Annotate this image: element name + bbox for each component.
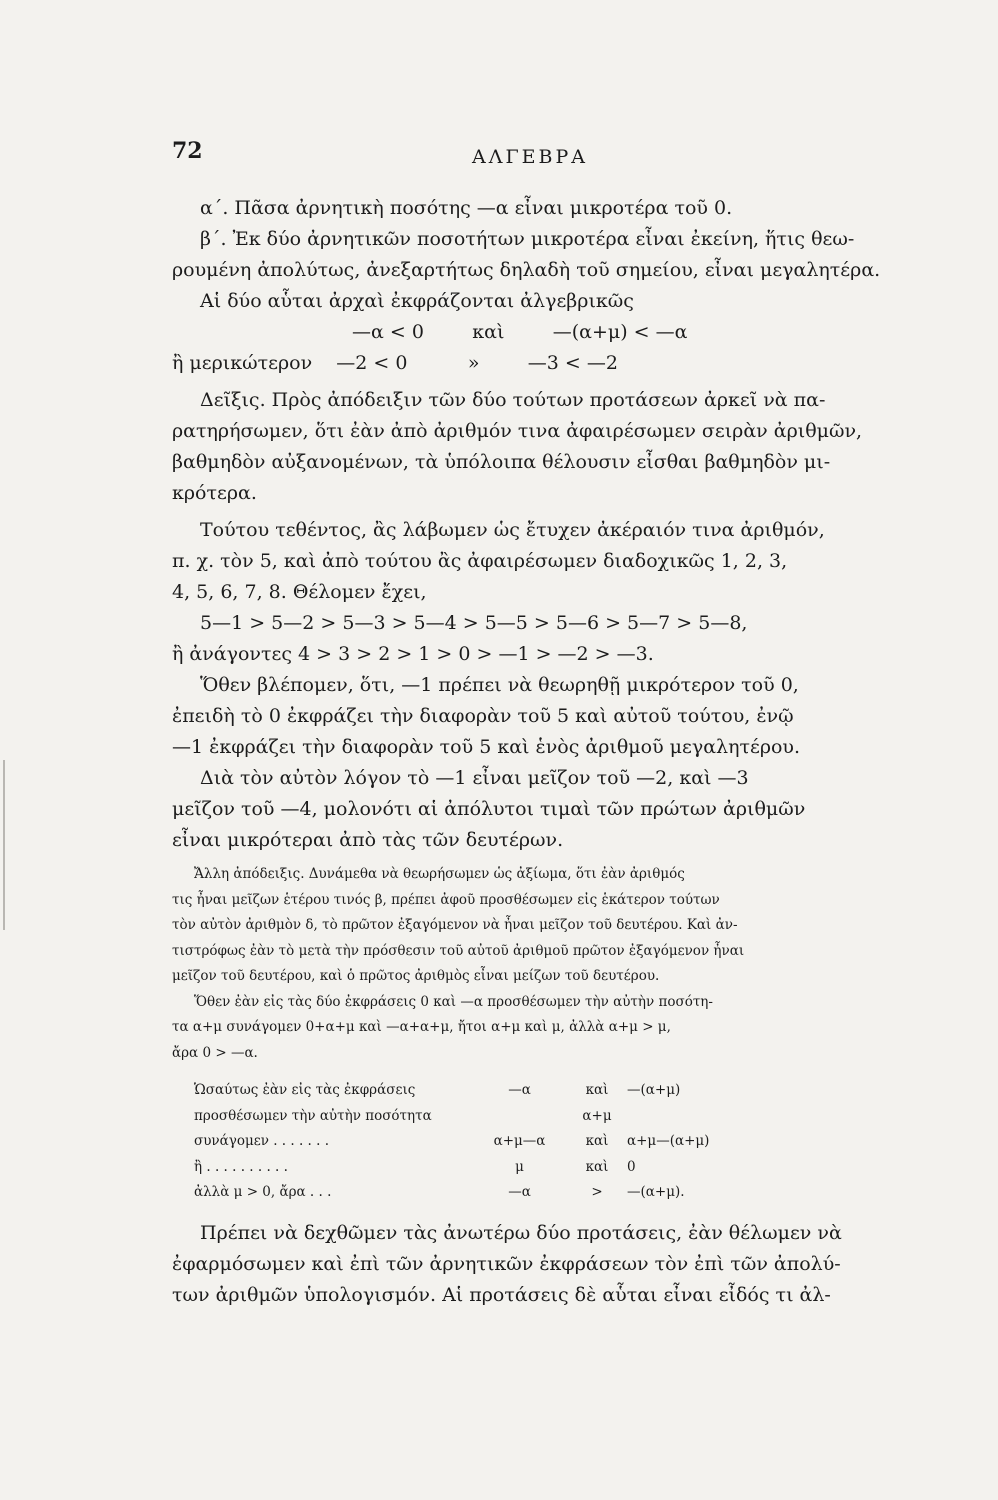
derivation-row [172, 1155, 912, 1181]
text-line: 4, 5, 6, 7, 8. Θέλομεν ἔχει, [172, 581, 427, 603]
inequality-chain: 5—1 > 5—2 > 5—3 > 5—4 > 5—5 > 5—6 > 5—7 > 5—8, [200, 612, 748, 634]
text-line: β΄. Ἐκ δύο ἀρνητικῶν ποσοτήτων μικροτέρα εἶναι ἐκείνη, ἥτις θεω- [200, 228, 855, 250]
page-header [172, 138, 912, 178]
text-line: εἶναι μικρότεραι ἀπὸ τὰς τῶν δευτέρων. [172, 829, 564, 851]
row-label: Ὡσαύτως ἐὰν εἰς τὰς ἐκφράσεις [194, 1082, 416, 1098]
text-line: ρουμένη ἀπολύτως, ἀνεξαρτήτως δηλαδὴ τοῦ σημείου, εἶναι μεγαλητέρα. [172, 259, 881, 281]
text-line: Δεῖξις. Πρὸς ἀπόδειξιν τῶν δύο τούτων προτάσεων ἀρκεῖ νὰ πα- [200, 389, 826, 411]
derivation-row [172, 1129, 912, 1155]
row-mid: α+μ [582, 1107, 612, 1124]
row-label: ἀλλὰ μ > 0, ἄρα . . . [194, 1184, 332, 1200]
note-line: τὸν αὐτὸν ἀριθμὸν δ, τὸ πρῶτον ἐξαγόμενον νὰ ἦναι μεῖζον τοῦ δευτέρου. Καὶ ἀν- [172, 917, 738, 933]
row-right: 0 [627, 1158, 636, 1175]
derivation-row [172, 1104, 912, 1130]
row-left: μ [515, 1158, 524, 1175]
text-line: ἐπειδὴ τὸ 0 ἐκφράζει τὴν διαφορὰν τοῦ 5 καὶ αὐτοῦ τούτου, ἐνῷ [172, 705, 794, 727]
page-number: 72 [172, 138, 203, 164]
page-edge-mark [3, 760, 5, 930]
row-label: προσθέσωμεν τὴν αὐτὴν ποσότητα [194, 1107, 432, 1124]
text-line: μεῖζον τοῦ —4, μολονότι αἱ ἀπόλυτοι τιμαὶ τῶν πρώτων ἀριθμῶν [172, 798, 806, 820]
text-line: π. χ. τὸν 5, καὶ ἀπὸ τούτου ἂς ἀφαιρέσωμεν διαδοχικῶς 1, 2, 3, [172, 550, 788, 572]
row-label: ἢ . . . . . . . . . . [194, 1158, 288, 1175]
derivation-row [172, 1180, 912, 1206]
text-line: —1 ἐκφράζει τὴν διαφορὰν τοῦ 5 καὶ ἑνὸς ἀριθμοῦ μεγαλητέρου. [172, 736, 801, 758]
derivation-table [172, 1078, 912, 1206]
text-line: Αἱ δύο αὗται ἀρχαὶ ἐκφράζονται ἀλγεβρικῶς [200, 290, 634, 312]
row-label: συνάγομεν . . . . . . . [194, 1133, 329, 1149]
row-left: —α [508, 1082, 531, 1098]
row-right: α+μ—(α+μ) [627, 1133, 710, 1149]
note-line: τα α+μ συνάγομεν 0+α+μ καὶ —α+α+μ, ἤτοι α+μ καὶ μ, ἀλλὰ α+μ > μ, [172, 1019, 671, 1035]
inequality-chain: ἢ ἀνάγοντες 4 > 3 > 2 > 1 > 0 > —1 > —2 > —3. [172, 643, 654, 665]
running-title: ΑΛΓΕΒΡΑ [472, 146, 588, 168]
note-line: τις ἦναι μεῖζων ἑτέρου τινός β, πρέπει ἀφοῦ προσθέσωμεν εἰς ἑκάτερον τούτων [172, 891, 720, 908]
text-line: κρότερα. [172, 482, 257, 504]
text-line: βαθμηδὸν αὐξανομένων, τὰ ὑπόλοιπα θέλουσιν εἶσθαι βαθμηδὸν μι- [172, 451, 831, 473]
note-line: τιστρόφως ἐὰν τὸ μετὰ τὴν πρόσθεσιν τοῦ αὐτοῦ ἀριθμοῦ πρῶτον ἐξαγόμενον ἦναι [172, 942, 745, 959]
row-right: —(α+μ) [627, 1082, 681, 1098]
text-line: ἐφαρμόσωμεν καὶ ἐπὶ τῶν ἀρνητικῶν ἐκφράσεων τὸν ἐπὶ τῶν ἀπολύ- [172, 1252, 841, 1275]
note-line: μεῖζον τοῦ δευτέρου, καὶ ὁ πρῶτος ἀριθμὸς εἶναι μείζων τοῦ δευτέρου. [172, 968, 660, 984]
note-line: ἄρα 0 > —α. [172, 1044, 258, 1061]
formula-line: —α < 0 καὶ —(α+μ) < —α [352, 321, 688, 343]
row-mid: καὶ [585, 1158, 609, 1175]
row-left: —α [508, 1184, 531, 1200]
row-left [472, 1104, 567, 1130]
row-mid: καὶ [585, 1133, 609, 1149]
text-line: Διὰ τὸν αὐτὸν λόγον τὸ —1 εἶναι μεῖζον τοῦ —2, καὶ —3 [200, 767, 749, 789]
page-body [172, 193, 912, 1311]
text-line: Ὅθεν βλέπομεν, ὅτι, —1 πρέπει νὰ θεωρηθῇ μικρότερον τοῦ 0, [200, 674, 799, 696]
row-right [627, 1104, 777, 1130]
row-right: —(α+μ). [627, 1184, 685, 1200]
formula-line: ἢ μερικώτερον —2 < 0 » —3 < —2 [172, 352, 618, 374]
row-mid: > [591, 1184, 603, 1200]
text-line: των ἀριθμῶν ὑπολογισμόν. Αἱ προτάσεις δὲ αὗται εἶναι εἶδός τι ἀλ- [172, 1283, 831, 1306]
row-mid: καὶ [585, 1082, 609, 1098]
text-line: Πρέπει νὰ δεχθῶμεν τὰς ἀνωτέρω δύο προτάσεις, ἐὰν θέλωμεν νὰ [200, 1221, 842, 1244]
text-line: ρατηρήσωμεν, ὅτι ἐὰν ἀπὸ ἀριθμόν τινα ἀφαιρέσωμεν σειρὰν ἀριθμῶν, [172, 420, 863, 442]
row-left: α+μ—α [493, 1133, 546, 1149]
note-line: Ἄλλη ἀπόδειξις. Δυνάμεθα νὰ θεωρήσωμεν ὡς ἀξίωμα, ὅτι ἐὰν ἀριθμός [194, 866, 685, 882]
text-line: Τούτου τεθέντος, ἂς λάβωμεν ὡς ἔτυχεν ἀκέραιόν τινα ἀριθμόν, [200, 519, 825, 541]
text-line: α΄. Πᾶσα ἀρνητικὴ ποσότης —α εἶναι μικροτέρα τοῦ 0. [200, 197, 733, 219]
derivation-row [172, 1078, 912, 1104]
note-line: Ὅθεν ἐὰν εἰς τὰς δύο ἐκφράσεις 0 καὶ —α προσθέσωμεν τὴν αὐτὴν ποσότη- [194, 993, 713, 1010]
